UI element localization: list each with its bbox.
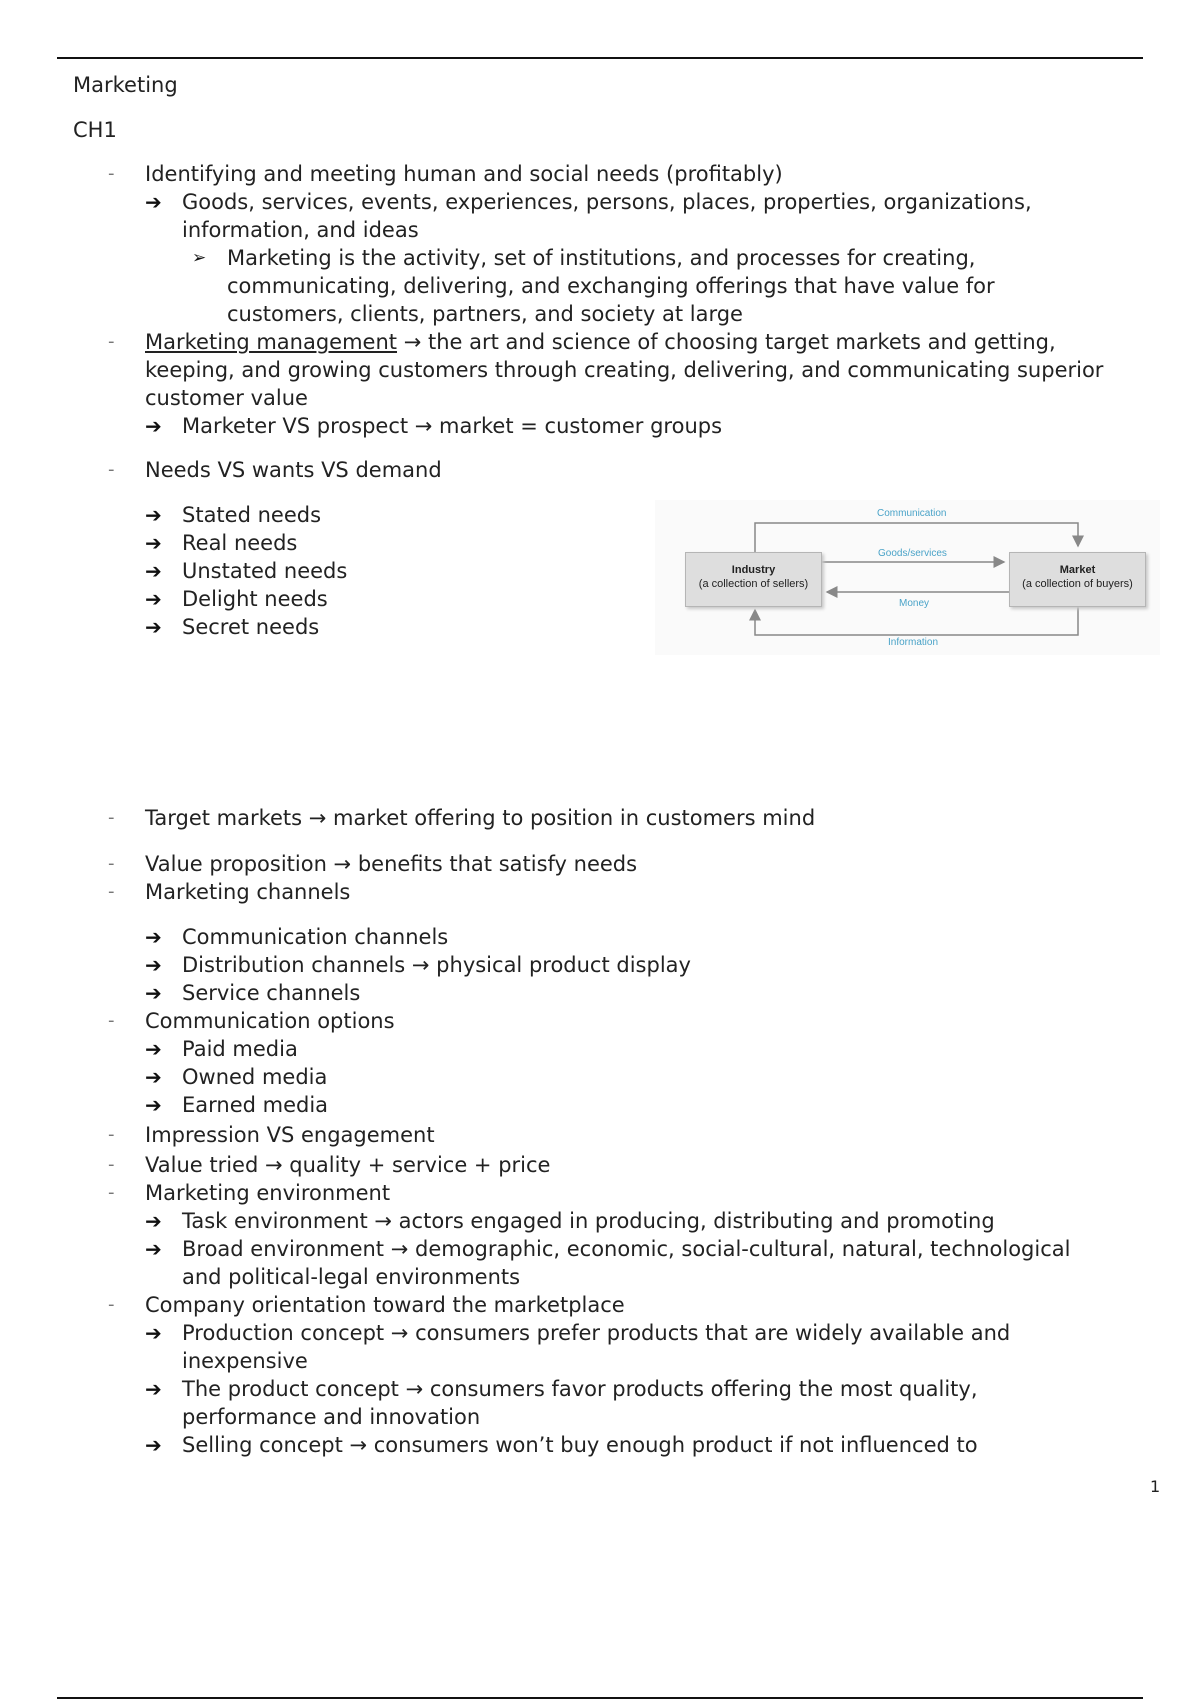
bullet-dash: - <box>108 881 115 902</box>
definition: → the art and science of choosing target markets and getting, <box>397 330 1056 354</box>
term-marketing-management: Marketing management <box>145 330 398 354</box>
chapter-heading: CH1 <box>73 118 117 142</box>
arrow-icon: ➔ <box>145 1065 162 1089</box>
list-item: Unstated needs <box>182 559 348 583</box>
arrow-icon: ➔ <box>145 925 162 949</box>
list-item: Target markets → market offering to position in customers mind <box>145 806 816 830</box>
information-arrow <box>755 607 1078 635</box>
industry-subtitle: (a collection of sellers) <box>698 578 809 590</box>
arrow-icon: ➔ <box>145 1433 162 1457</box>
industry-title: Industry <box>731 564 776 576</box>
list-item: Impression VS engagement <box>145 1123 435 1147</box>
arrow-icon: ➔ <box>145 1377 162 1401</box>
information-label: Information <box>888 637 939 648</box>
market-subtitle: (a collection of buyers) <box>1022 578 1133 590</box>
arrow-icon: ➔ <box>145 587 162 611</box>
list-item: Stated needs <box>182 503 322 527</box>
arrow-icon: ➔ <box>145 615 162 639</box>
list-item: Communication options <box>145 1009 395 1033</box>
arrow-icon: ➔ <box>145 190 162 214</box>
arrow-icon: ➔ <box>145 1037 162 1061</box>
arrow-icon: ➔ <box>145 1093 162 1117</box>
list-item: Earned media <box>182 1093 329 1117</box>
market-exchange-diagram <box>655 500 1160 655</box>
doc-title: Marketing <box>73 73 178 97</box>
list-item: Company orientation toward the marketplace <box>145 1293 625 1317</box>
bullet-dash: - <box>108 1124 115 1145</box>
industry-box <box>685 552 822 607</box>
list-item: Secret needs <box>182 615 320 639</box>
list-item: Identifying and meeting human and social needs (profitably) <box>145 162 783 186</box>
market-title: Market <box>1059 564 1096 576</box>
list-item: Goods, services, events, experiences, persons, places, properties, organizations, <box>182 190 1032 214</box>
list-item-cont: communicating, delivering, and exchanging offerings that have value for <box>227 274 995 298</box>
bullet-dash: - <box>108 1294 115 1315</box>
arrow-icon: ➔ <box>145 953 162 977</box>
list-item: Communication channels <box>182 925 449 949</box>
list-item: Delight needs <box>182 587 328 611</box>
arrow-icon: ➔ <box>145 1237 162 1261</box>
list-item: Paid media <box>182 1037 298 1061</box>
bullet-dash: - <box>108 163 115 184</box>
list-item: Value proposition → benefits that satisfy needs <box>145 852 638 876</box>
list-item: Selling concept → consumers won’t buy enough product if not influenced to <box>182 1433 978 1457</box>
arrow-icon: ➔ <box>145 1209 162 1233</box>
list-item: Distribution channels → physical product display <box>182 953 691 977</box>
list-item: Task environment → actors engaged in producing, distributing and promoting <box>182 1209 995 1233</box>
arrow-icon: ➔ <box>145 531 162 555</box>
arrow-icon: ➔ <box>145 559 162 583</box>
list-item-cont: inexpensive <box>182 1349 308 1373</box>
arrow-icon: ➔ <box>145 503 162 527</box>
list-item: Broad environment → demographic, economic, social-cultural, natural, technological <box>182 1237 1071 1261</box>
list-item: Marketer VS prospect → market = customer groups <box>182 414 723 438</box>
bottom-rule <box>57 1697 1143 1699</box>
arrow-icon: ➔ <box>145 414 162 438</box>
list-item-cont: performance and innovation <box>182 1405 481 1429</box>
arrow-icon: ➔ <box>145 1321 162 1345</box>
list-item: Service channels <box>182 981 361 1005</box>
list-item-cont: information, and ideas <box>182 218 419 242</box>
list-item-cont: and political-legal environments <box>182 1265 521 1289</box>
bullet-dash: - <box>108 807 115 828</box>
list-item: Marketing environment <box>145 1181 391 1205</box>
bullet-dash: - <box>108 459 115 480</box>
money-label: Money <box>899 598 930 609</box>
bullet-dash: - <box>108 331 115 352</box>
communication-label: Communication <box>877 508 947 519</box>
bullet-dash: - <box>108 853 115 874</box>
triangle-bullet-icon: ➢ <box>192 248 207 268</box>
list-item: Marketing is the activity, set of institutions, and processes for creating, <box>227 246 976 270</box>
list-item: Marketing channels <box>145 880 351 904</box>
bullet-dash: - <box>108 1182 115 1203</box>
list-item: Owned media <box>182 1065 328 1089</box>
list-item: The product concept → consumers favor products offering the most quality, <box>182 1377 978 1401</box>
list-item-cont: customer value <box>145 386 308 410</box>
bullet-dash: - <box>108 1010 115 1031</box>
list-item: Needs VS wants VS demand <box>145 458 442 482</box>
list-item: Real needs <box>182 531 298 555</box>
page-number: 1 <box>1150 1477 1161 1496</box>
list-item <box>145 328 1056 356</box>
list-item-cont: customers, clients, partners, and society at large <box>227 302 743 326</box>
bullet-dash: - <box>108 1154 115 1175</box>
arrow-icon: ➔ <box>145 981 162 1005</box>
list-item: Production concept → consumers prefer products that are widely available and <box>182 1321 1011 1345</box>
goods-services-label: Goods/services <box>878 548 947 559</box>
list-item-cont: keeping, and growing customers through creating, delivering, and communicating superior <box>145 358 1104 382</box>
list-item: Value tried → quality + service + price <box>145 1153 551 1177</box>
top-rule <box>57 57 1143 59</box>
market-box <box>1009 552 1146 607</box>
